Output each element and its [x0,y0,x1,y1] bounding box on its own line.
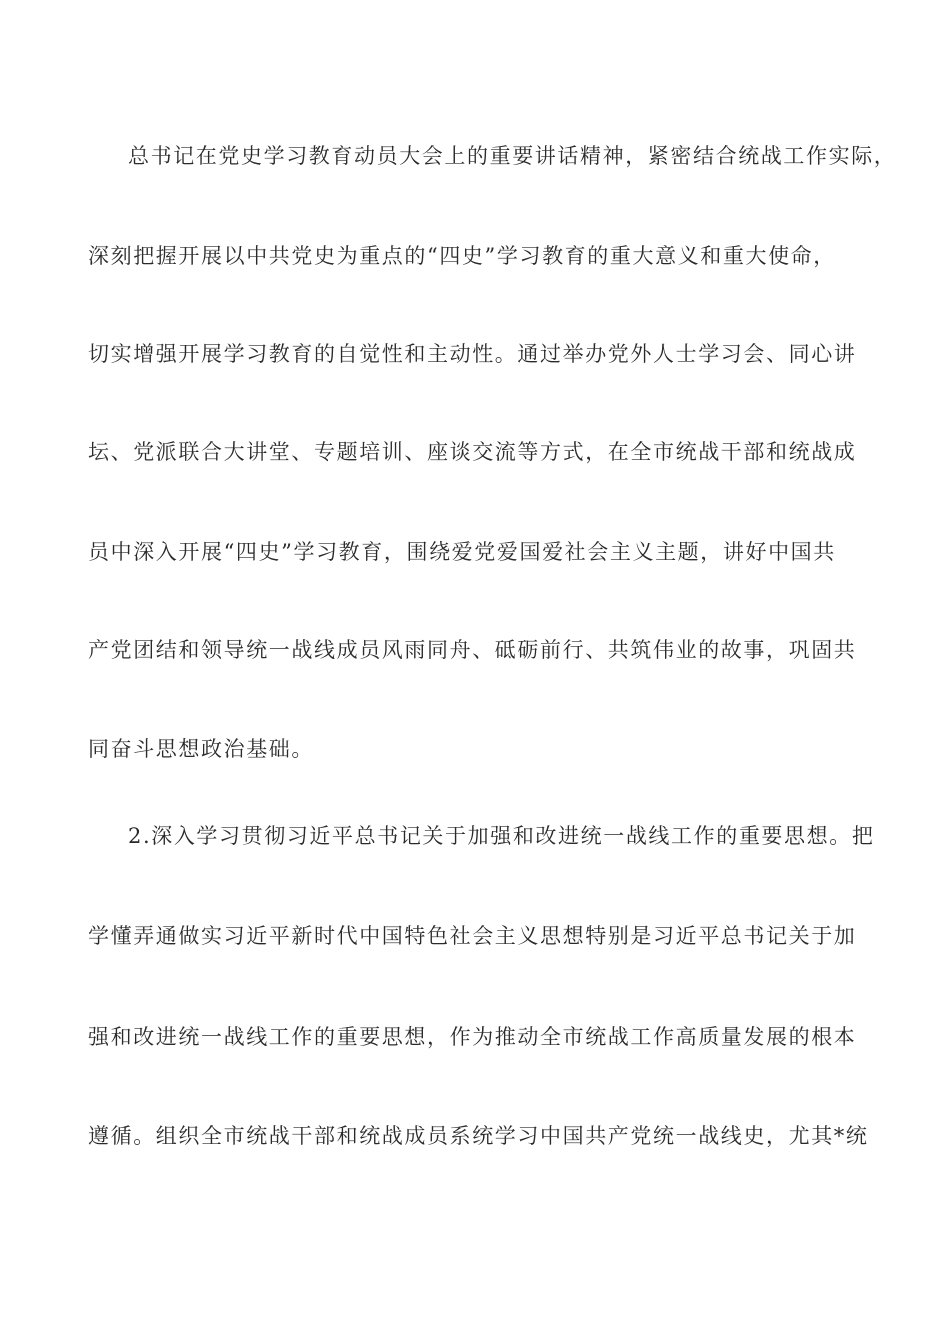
paragraph-1-line-5: 员中深入开展“四史”学习教育，围绕爱党爱国爱社会主义主题，讲好中国共 [88,540,836,564]
paragraph-1-line-2: 深刻把握开展以中共党史为重点的“四史”学习教育的重大意义和重大使命， [88,244,836,268]
paragraph-1-line-4: 坛、党派联合大讲堂、专题培训、座谈交流等方式，在全市统战干部和统战成 [88,440,857,464]
paragraph-2-line-1: 2.深入学习贯彻习近平总书记关于加强和改进统一战线工作的重要思想。把 [128,824,875,848]
paragraph-1-line-7: 同奋斗思想政治基础。 [88,737,314,761]
paragraph-1-line-3: 切实增强开展学习教育的自觉性和主动性。通过举办党外人士学习会、同心讲 [88,342,857,366]
paragraph-2-line-4: 遵循。组织全市统战干部和统战成员系统学习中国共产党统一战线史，尤其*统 [88,1124,869,1148]
paragraph-1-line-1: 总书记在党史学习教育动员大会上的重要讲话精神，紧密结合统战工作实际， [128,144,897,168]
paragraph-1-line-6: 产党团结和领导统一战线成员风雨同舟、砥砺前行、共筑伟业的故事，巩固共 [88,638,857,662]
paragraph-2-line-2: 学懂弄通做实习近平新时代中国特色社会主义思想特别是习近平总书记关于加 [88,924,857,948]
paragraph-2-line-3: 强和改进统一战线工作的重要思想，作为推动全市统战工作高质量发展的根本 [88,1025,857,1049]
